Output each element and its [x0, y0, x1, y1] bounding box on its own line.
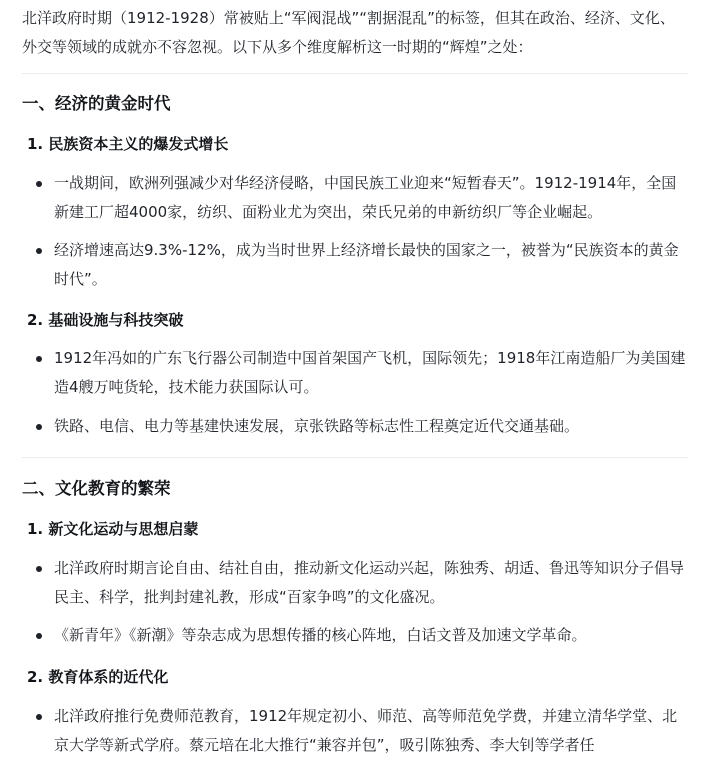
- subsection-heading: 2. 教育体系的近代化: [27, 668, 169, 686]
- section-divider: [22, 457, 688, 458]
- list-item: 《新青年》《新潮》等杂志成为思想传播的核心阵地，白话文普及加速文学革命。: [54, 626, 587, 644]
- section-divider: [22, 73, 688, 74]
- list-item: 一战期间，欧洲列强减少对华经济侵略，中国民族工业迎来“短暂春天”。1912-1914年，全国新建工厂超4000家，纺织、面粉业尤为突出，荣氏兄弟的申新纺织厂等企业崛起。: [54, 174, 677, 221]
- bullet-dot: [36, 633, 42, 639]
- subsection-heading: 1. 民族资本主义的爆发式增长: [27, 135, 229, 153]
- list-item: 1912年冯如的广东飞行器公司制造中国首架国产飞机，国际领先；1918年江南造船厂为美国建造4艘万吨货轮，技术能力获国际认可。: [54, 349, 686, 396]
- subsection-heading: 1. 新文化运动与思想启蒙: [27, 520, 199, 538]
- list-item: 经济增速高达9.3%-12%，成为当时世界上经济增长最快的国家之一，被誉为“民族资本的黄金时代”。: [54, 241, 679, 288]
- bullet-dot: [36, 248, 42, 254]
- list-item: 铁路、电信、电力等基建快速发展，京张铁路等标志性工程奠定近代交通基础。: [54, 417, 580, 435]
- bullet-dot: [36, 356, 42, 362]
- bullet-dot: [36, 424, 42, 430]
- intro-paragraph: 北洋政府时期（1912-1928）常被贴上“军阀混战”“割据混乱”的标签，但其在政治、经济、文化、外交等领域的成就亦不容忽视。以下从多个维度解析这一时期的“辉煌”之处：: [22, 9, 675, 56]
- list-item: 北洋政府推行免费师范教育，1912年规定初小、师范、高等师范免学费，并建立清华学堂、北京大学等新式学府。蔡元培在北大推行“兼容并包”，吸引陈独秀、李大钊等学者任: [54, 707, 678, 754]
- subsection-heading: 2. 基础设施与科技突破: [27, 311, 184, 329]
- list-item: 北洋政府时期言论自由、结社自由，推动新文化运动兴起，陈独秀、胡适、鲁迅等知识分子倡导民主、科学，批判封建礼教，形成“百家争鸣”的文化盛况。: [54, 559, 685, 606]
- section-heading-culture: 二、文化教育的繁荣: [22, 479, 171, 498]
- bullet-dot: [36, 714, 42, 720]
- bullet-dot: [36, 566, 42, 572]
- bullet-dot: [36, 181, 42, 187]
- section-heading-economy: 一、经济的黄金时代: [22, 94, 171, 113]
